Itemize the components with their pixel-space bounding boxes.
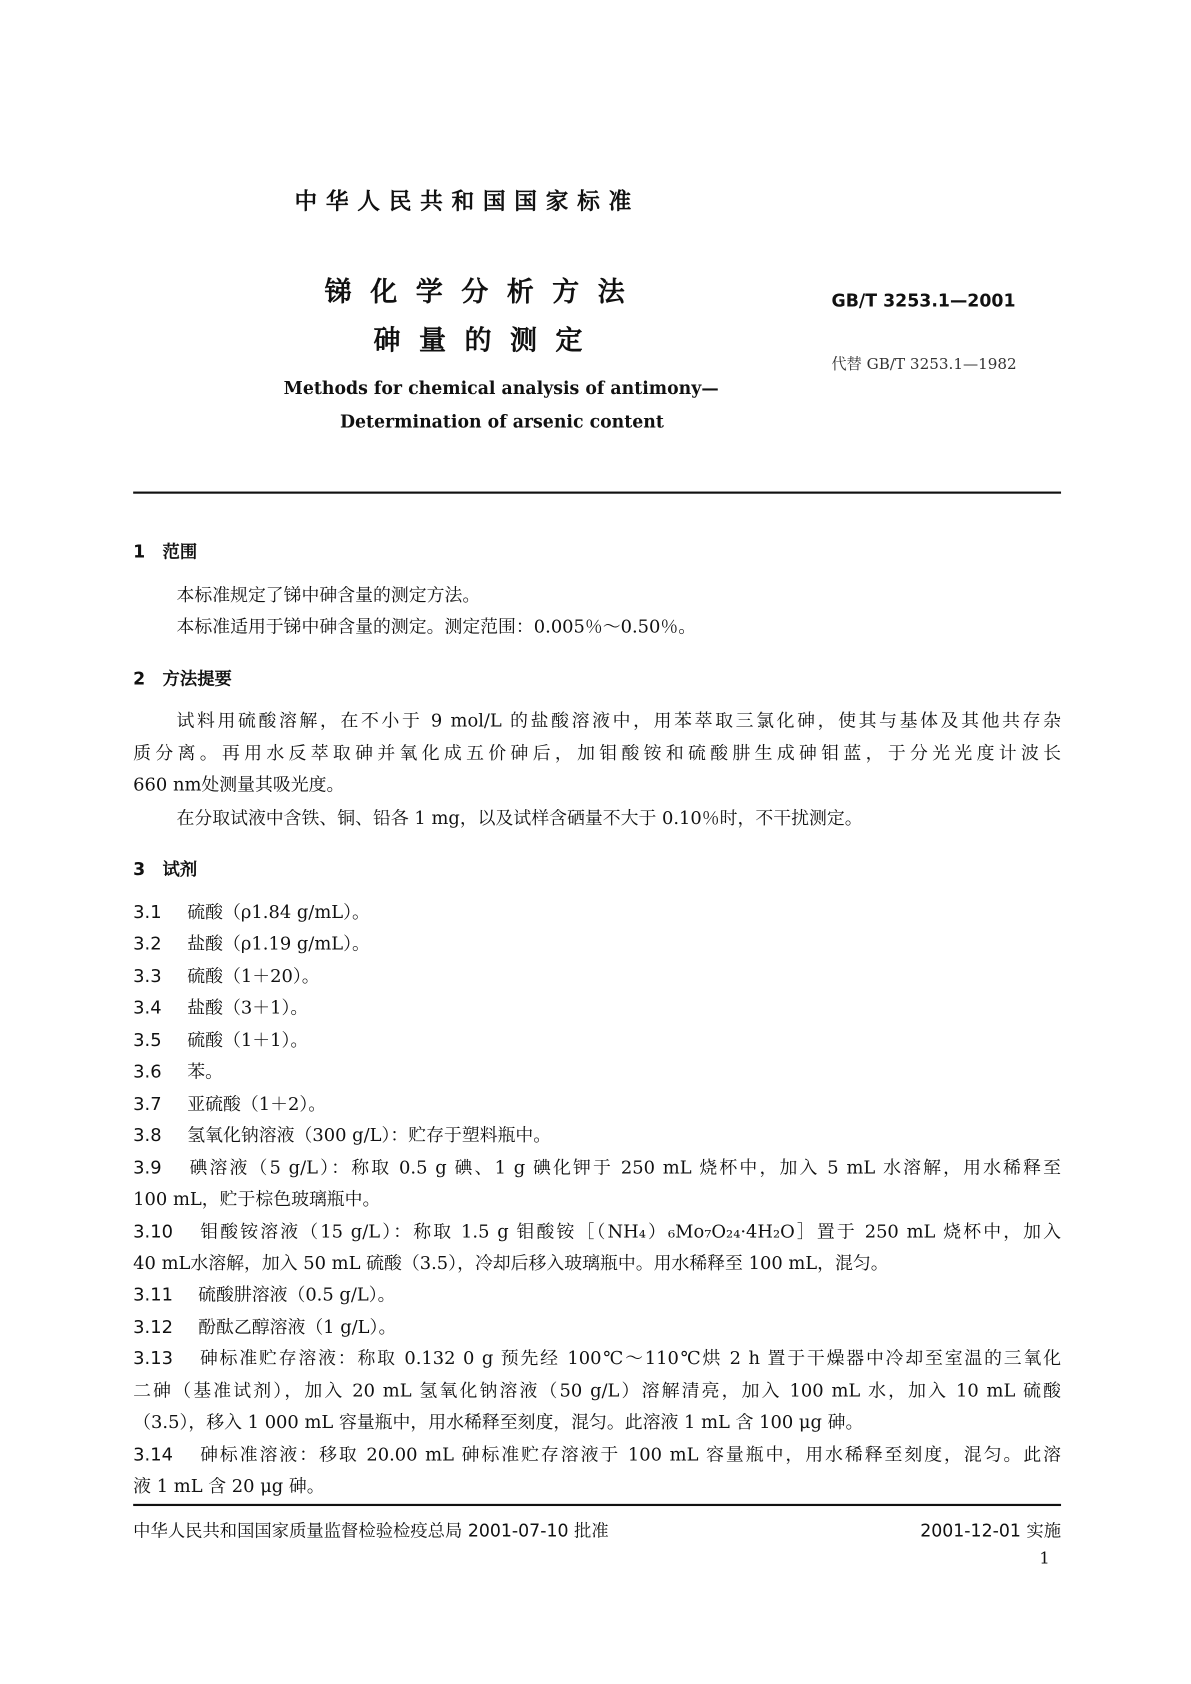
reagent-item-continuation	[133, 1380, 1061, 1402]
item-number: 3.3	[133, 965, 162, 987]
reagent-item	[133, 1221, 1061, 1243]
reagent-item-continuation	[133, 1189, 1061, 1211]
item-text: 二砷（基准试剂），加入 20 mL 氢氧化钠溶液（50 g/L）溶解清亮，加入 100 mL 水，加入 10 mL 硫酸	[133, 1380, 1062, 1401]
footer-divider	[133, 1504, 1061, 1506]
item-number: 3.10	[133, 1220, 173, 1242]
reagent-item	[133, 1444, 1061, 1466]
item-number: 3.9	[133, 1156, 162, 1178]
reagent-item	[133, 966, 1061, 988]
section-heading: 3 试剂	[133, 858, 198, 880]
paragraph-line: 660 nm处测量其吸光度。	[133, 774, 345, 795]
reagent-item	[133, 1316, 1061, 1338]
item-text: 氢氧化钠溶液（300 g/L）：贮存于塑料瓶中。	[187, 1125, 552, 1146]
item-number: 3.4	[133, 997, 162, 1019]
replaces-code: 代替 GB/T 3253.1—1982	[831, 356, 1017, 374]
item-number: 3.6	[133, 1061, 162, 1082]
section-heading: 1 范围	[133, 541, 198, 562]
item-text: 液 1 mL 含 20 μg 砷。	[133, 1475, 325, 1497]
item-text: 亚硫酸（1＋2）。	[187, 1093, 327, 1114]
header-divider	[133, 492, 1061, 494]
item-number: 3.14	[133, 1443, 173, 1465]
approval-text: 中华人民共和国国家质量监督检验检疫总局 2001-07-10 批准	[133, 1520, 609, 1541]
item-number: 3.12	[133, 1316, 173, 1337]
item-text: 盐酸（ρ1.19 g/mL）。	[187, 933, 370, 955]
item-text: 苯。	[187, 1061, 224, 1082]
reagent-item	[133, 1061, 1061, 1083]
reagent-item	[133, 998, 1061, 1020]
item-text: 硫酸（1＋20）。	[187, 965, 320, 987]
paragraph-line: 在分取试液中含铁、铜、铅各 1 mg，以及试样含硒量不大于 0.10％时，不干扰测定。	[176, 807, 863, 829]
item-number: 3.7	[133, 1093, 162, 1114]
item-number: 3.11	[133, 1284, 173, 1306]
reagent-item	[133, 1285, 1061, 1307]
item-text: 盐酸（3＋1）。	[187, 997, 309, 1019]
english-title-1: Methods for chemical analysis of antimony—	[283, 377, 719, 399]
paragraph-line: 本标准适用于锑中砷含量的测定。测定范围：0.005％～0.50％。	[176, 616, 697, 637]
item-text: 硫酸（1＋1）。	[187, 1029, 309, 1050]
reagent-item	[133, 1093, 1061, 1115]
item-text: （3.5），移入 1 000 mL 容量瓶中，用水稀释至刻度，混匀。此溶液 1 mL 含 100 μg 砷。	[133, 1412, 864, 1433]
item-number: 3.13	[133, 1348, 173, 1369]
reagent-item	[133, 1125, 1061, 1147]
item-number: 3.5	[133, 1029, 162, 1050]
item-text: 100 mL，贮于棕色玻璃瓶中。	[133, 1188, 381, 1210]
reagent-item-continuation	[133, 1253, 1061, 1275]
item-text: 硫酸（ρ1.84 g/mL）。	[187, 901, 370, 923]
national-standard-heading: 中华人民共和国国家标准	[294, 188, 640, 215]
standard-code: GB/T 3253.1—2001	[831, 290, 1016, 311]
reagent-item	[133, 1157, 1061, 1179]
reagent-item-continuation	[133, 1412, 1061, 1434]
item-text: 钼酸铵溶液（15 g/L）：称取 1.5 g 钼酸铵［（NH₄）₆Mo₇O₂₄·4H₂O］置于 250 mL 烧杯中，加入	[198, 1220, 1062, 1242]
section-heading: 2 方法提要	[133, 668, 232, 689]
item-text: 酚酞乙醇溶液（1 g/L）。	[198, 1316, 397, 1337]
paragraph-line: 试料用硫酸溶解，在不小于 9 mol/L 的盐酸溶液中，用苯萃取三氯化砷，使其与基体及其他共存杂	[176, 710, 1062, 731]
reagent-item-continuation	[133, 1476, 1061, 1498]
item-number: 3.1	[133, 901, 162, 923]
reagent-item	[133, 1348, 1061, 1370]
title-line-2: 砷量的测定	[373, 324, 601, 357]
reagent-item	[133, 934, 1061, 956]
item-text: 碘溶液（5 g/L）：称取 0.5 g 碘、1 g 碘化钾于 250 mL 烧杯中，加入 5 mL 水溶解，用水稀释至	[187, 1156, 1062, 1178]
item-text: 硫酸肼溶液（0.5 g/L）。	[198, 1284, 396, 1306]
reagent-item	[133, 1029, 1061, 1051]
item-text: 砷标准溶液：移取 20.00 mL 砷标准贮存溶液于 100 mL 容量瓶中，用水稀释至刻度，混匀。此溶	[198, 1443, 1062, 1465]
item-number: 3.8	[133, 1125, 162, 1146]
item-text: 砷标准贮存溶液：称取 0.132 0 g 预先经 100℃～110℃烘 2 h 置于干燥器中冷却至室温的三氧化	[198, 1348, 1062, 1369]
paragraph-line: 质分离。再用水反萃取砷并氧化成五价砷后，加钼酸铵和硫酸肼生成砷钼蓝，于分光光度计波长	[133, 742, 1062, 764]
paragraph-line: 本标准规定了锑中砷含量的测定方法。	[176, 584, 481, 606]
item-text: 40 mL水溶解，加入 50 mL 硫酸（3.5），冷却后移入玻璃瓶中。用水稀释至 100 mL，混匀。	[133, 1252, 889, 1274]
english-title-2: Determination of arsenic content	[339, 411, 664, 432]
implementation-date: 2001-12-01 实施	[920, 1520, 1062, 1541]
page-number: 1	[1039, 1548, 1050, 1568]
reagent-item	[133, 902, 1061, 924]
title-line-1: 锑化学分析方法	[324, 276, 644, 308]
item-number: 3.2	[133, 933, 162, 955]
